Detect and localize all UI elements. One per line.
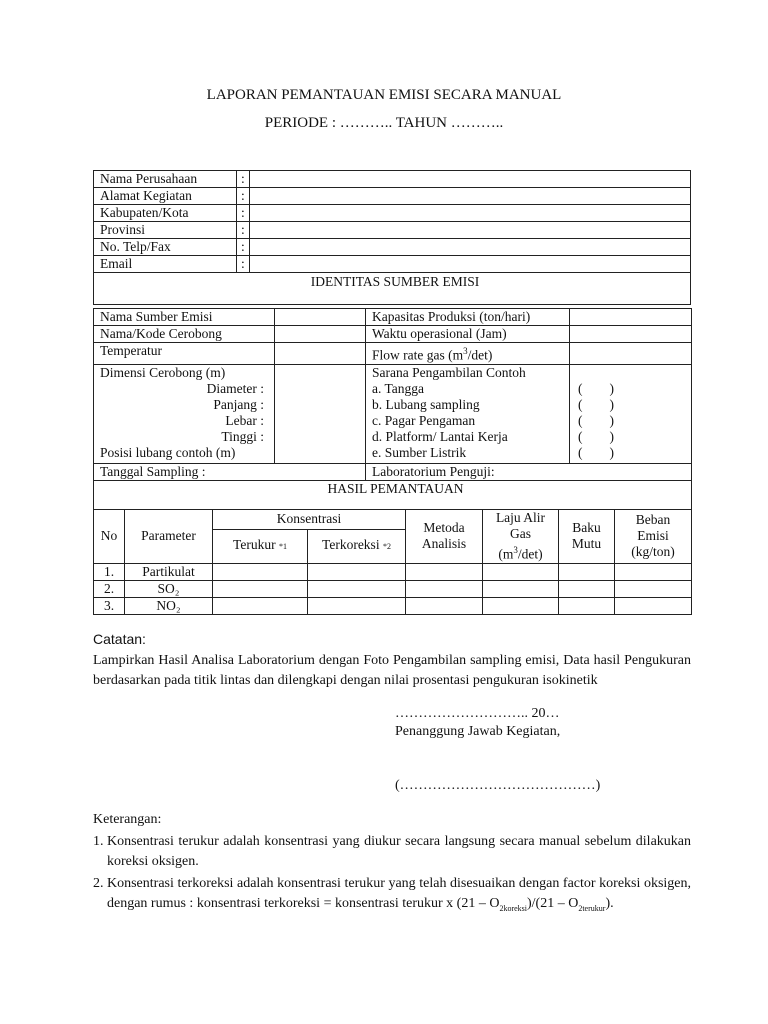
cell-parameter: NO₂	[125, 597, 213, 614]
beban-line: (kg/ton)	[631, 544, 675, 560]
col-header-no: No	[94, 510, 125, 564]
value-field[interactable]	[570, 309, 692, 326]
label-laboratorium: Laboratorium Penguji:	[366, 463, 692, 480]
value-field[interactable]	[250, 256, 691, 273]
colon: :	[237, 205, 250, 222]
label-kode-cerobong: Nama/Kode Cerobong	[94, 326, 275, 343]
cell-input[interactable]	[308, 580, 406, 597]
flow-rate-unit: /det)	[467, 347, 493, 363]
table-row	[94, 205, 691, 222]
col-header-konsentrasi: Konsentrasi	[213, 510, 406, 530]
laju-line: Gas	[510, 526, 531, 541]
section-heading-identitas: IDENTITAS SUMBER EMISI	[94, 273, 691, 305]
checkbox-lubang[interactable]: ( )	[578, 396, 614, 412]
company-identity-table	[93, 170, 691, 305]
cell-input[interactable]	[406, 580, 483, 597]
row-label: Provinsi	[94, 222, 237, 239]
cell-input[interactable]	[483, 580, 559, 597]
value-field[interactable]	[275, 364, 366, 463]
signature-role: Penanggung Jawab Kegiatan,	[395, 724, 561, 739]
value-field[interactable]	[570, 326, 692, 343]
dimensi-block	[94, 364, 275, 463]
label-waktu-operasional: Waktu operasional (Jam)	[366, 326, 570, 343]
cell-no: 3.	[94, 597, 125, 614]
checkbox-tangga[interactable]: ( )	[578, 380, 614, 396]
cell-input[interactable]	[559, 563, 615, 580]
row-label: Email	[94, 256, 237, 273]
table-row	[94, 273, 691, 305]
results-table	[93, 509, 692, 615]
value-field[interactable]	[275, 309, 366, 326]
table-row	[94, 171, 691, 188]
sarana-block	[366, 364, 570, 463]
value-field[interactable]	[570, 343, 692, 365]
label-panjang: Panjang :	[213, 396, 264, 412]
catatan-text: Lampirkan Hasil Analisa Laboratorium dengan Foto Pengambilan sampling emisi, Data hasil Pengukuran berdasarkan pada titik lintas dan dilengkapi dengan nilai prosentasi pengukuran isokinetik	[93, 653, 691, 688]
col-header-parameter: Parameter	[125, 510, 213, 564]
checkbox-platform[interactable]: ( )	[578, 428, 614, 444]
value-field[interactable]	[275, 326, 366, 343]
value-field[interactable]	[250, 171, 691, 188]
laju-line: Laju Alir	[495, 510, 546, 525]
label-dimensi: Dimensi Cerobong (m)	[100, 364, 226, 380]
table-row	[94, 188, 691, 205]
col-header-laju	[483, 510, 559, 564]
cell-no: 2.	[94, 580, 125, 597]
list-item: 1. Konsentrasi terukur adalah konsentrasi yang diukur secara langsung secara manual sebelum dilakukan koreksi oksigen.	[93, 834, 691, 869]
row-label: Alamat Kegiatan	[94, 188, 237, 205]
cell-input[interactable]	[559, 580, 615, 597]
row-label: Nama Perusahaan	[94, 171, 237, 188]
col-header-baku: Baku Mutu	[559, 510, 615, 564]
label-lebar: Lebar :	[225, 412, 264, 428]
cell-input[interactable]	[308, 597, 406, 614]
table-row	[94, 222, 691, 239]
list-item: 2. Konsentrasi terkoreksi adalah konsentrasi terukur yang telah disesuaikan dengan factor koreksi oksigen, dengan rumus : konsentrasi terkoreksi = konsentrasi terukur x $(21 - O_{2koreksi})/(21 - O_{2terukur})$.	[93, 876, 691, 913]
signature-date: ……………………….. 20…	[395, 706, 560, 721]
table-row	[94, 256, 691, 273]
colon: :	[237, 188, 250, 205]
col-header-terkoreksi: Terkoreksi *2	[308, 529, 406, 563]
laju-unit: $(m^3/\det)$	[498, 545, 543, 562]
label-flow-rate	[366, 343, 570, 365]
table-row	[94, 463, 692, 480]
sarana-item: d. Platform/ Lantai Kerja	[372, 428, 508, 444]
beban-line: Emisi	[637, 528, 669, 544]
cell-input[interactable]	[213, 597, 308, 614]
cell-parameter: SO₂	[125, 580, 213, 597]
table-row	[94, 309, 692, 326]
catatan-label: Catatan:	[93, 631, 146, 647]
cell-input[interactable]	[483, 563, 559, 580]
label-tanggal: Tanggal Sampling :	[94, 463, 366, 480]
col-header-terukur: Terukur *1	[213, 529, 308, 563]
signature-name: (……………………………………)	[395, 778, 601, 793]
colon: :	[237, 222, 250, 239]
cell-input[interactable]	[615, 580, 692, 597]
label-diameter: Diameter :	[206, 380, 264, 396]
colon: :	[237, 256, 250, 273]
section-heading-hasil: HASIL PEMANTAUAN	[94, 480, 692, 509]
emission-source-table	[93, 308, 692, 510]
sarana-item: e. Sumber Listrik	[372, 444, 467, 460]
cell-input[interactable]	[308, 563, 406, 580]
sarana-item: a. Tangga	[372, 380, 425, 396]
checkbox-block	[570, 364, 692, 463]
value-field[interactable]	[250, 239, 691, 256]
colon: :	[237, 239, 250, 256]
col-header-beban	[615, 510, 692, 564]
label-posisi: Posisi lubang contoh (m)	[100, 444, 236, 460]
table-row	[94, 597, 692, 614]
beban-line: Beban	[635, 512, 671, 528]
value-field[interactable]	[250, 222, 691, 239]
cell-parameter: Partikulat	[125, 563, 213, 580]
label-sarana: Sarana Pengambilan Contoh	[372, 364, 526, 380]
cell-input[interactable]	[483, 597, 559, 614]
cell-input[interactable]	[559, 597, 615, 614]
table-header-row	[94, 510, 692, 530]
value-field[interactable]	[250, 205, 691, 222]
table-row	[94, 580, 692, 597]
label-temperatur: Temperatur	[94, 343, 275, 365]
keterangan-list	[93, 832, 691, 921]
keterangan-label: Keterangan:	[93, 812, 162, 827]
cell-input[interactable]	[213, 580, 308, 597]
page-title: LAPORAN PEMANTAUAN EMISI SECARA MANUAL	[206, 87, 562, 103]
value-field[interactable]	[250, 188, 691, 205]
label-nama-sumber: Nama Sumber Emisi	[94, 309, 275, 326]
colon: :	[237, 171, 250, 188]
col-header-metoda: Metoda Analisis	[406, 510, 483, 564]
sarana-item: c. Pagar Pengaman	[372, 412, 476, 428]
cell-input[interactable]	[615, 563, 692, 580]
checkbox-listrik[interactable]: ( )	[578, 444, 614, 460]
cell-input[interactable]	[406, 563, 483, 580]
label-kapasitas: Kapasitas Produksi (ton/hari)	[366, 309, 570, 326]
table-row	[94, 480, 692, 509]
table-row	[94, 326, 692, 343]
table-row	[94, 364, 692, 463]
cell-input[interactable]	[406, 597, 483, 614]
table-row	[94, 563, 692, 580]
row-label: Kabupaten/Kota	[94, 205, 237, 222]
flow-rate-text: Flow rate gas (m	[372, 347, 464, 363]
table-row	[94, 343, 692, 365]
superscript: 3	[463, 346, 468, 356]
value-field[interactable]	[275, 343, 366, 365]
row-label: No. Telp/Fax	[94, 239, 237, 256]
period-line: PERIODE : ……….. TAHUN ………..	[264, 115, 504, 131]
cell-input[interactable]	[213, 563, 308, 580]
sarana-item: b. Lubang sampling	[372, 396, 480, 412]
checkbox-pagar[interactable]: ( )	[578, 412, 614, 428]
cell-input[interactable]	[615, 597, 692, 614]
label-tinggi: Tinggi :	[221, 428, 264, 444]
table-row	[94, 239, 691, 256]
cell-no: 1.	[94, 563, 125, 580]
